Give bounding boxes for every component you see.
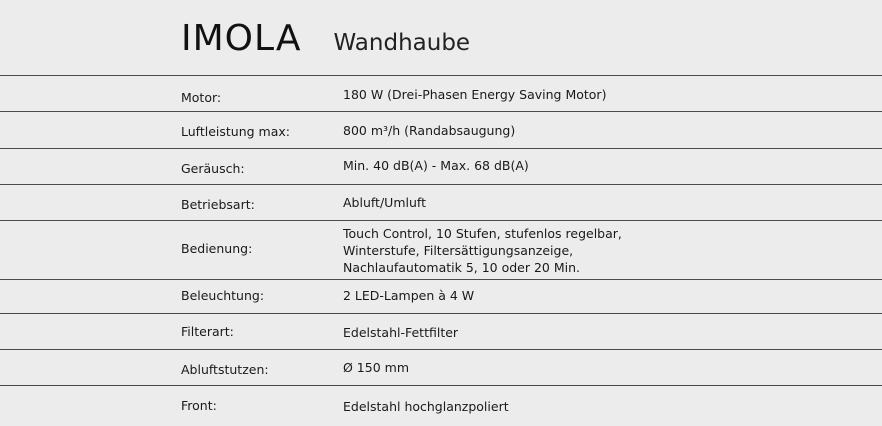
product-name: IMOLA: [181, 18, 302, 59]
spec-label: Luftleistung max:: [181, 124, 290, 139]
spec-value-multiline: [343, 225, 622, 276]
spec-label: Front:: [181, 398, 217, 413]
spec-value: Abluft/Umluft: [343, 195, 426, 210]
product-header: [181, 14, 470, 64]
spec-label: Bedienung:: [181, 241, 253, 256]
spec-value: Ø 150 mm: [343, 360, 409, 375]
spec-table: [0, 75, 882, 424]
spec-row-airflow: [0, 112, 882, 149]
spec-value: Min. 40 dB(A) - Max. 68 dB(A): [343, 158, 529, 173]
spec-value: Edelstahl hochglanzpoliert: [343, 399, 509, 414]
spec-label: Motor:: [181, 90, 222, 105]
product-type: Wandhaube: [333, 30, 471, 56]
spec-label: Beleuchtung:: [181, 288, 265, 303]
spec-row-motor: [0, 76, 882, 112]
spec-row-exhaust: [0, 350, 882, 386]
spec-value-line: Nachlaufautomatik 5, 10 oder 20 Min.: [343, 260, 581, 275]
spec-label: Geräusch:: [181, 161, 245, 176]
spec-row-noise: [0, 149, 882, 185]
spec-label: Betriebsart:: [181, 197, 255, 212]
spec-value-line: Touch Control, 10 Stufen, stufenlos regelbar,: [343, 226, 622, 241]
spec-label: Filterart:: [181, 324, 234, 339]
spec-value: Edelstahl-Fettfilter: [343, 325, 459, 340]
spec-row-controls: [0, 221, 882, 280]
spec-value: 2 LED-Lampen à 4 W: [343, 288, 475, 303]
spec-row-filter: [0, 314, 882, 350]
spec-row-front: [0, 386, 882, 424]
spec-value: 180 W (Drei-Phasen Energy Saving Motor): [343, 87, 607, 102]
spec-value-line: Winterstufe, Filtersättigungsanzeige,: [343, 243, 574, 258]
spec-row-mode: [0, 185, 882, 221]
spec-value: 800 m³/h (Randabsaugung): [343, 123, 516, 138]
spec-label: Abluftstutzen:: [181, 362, 269, 377]
spec-row-lighting: [0, 280, 882, 314]
